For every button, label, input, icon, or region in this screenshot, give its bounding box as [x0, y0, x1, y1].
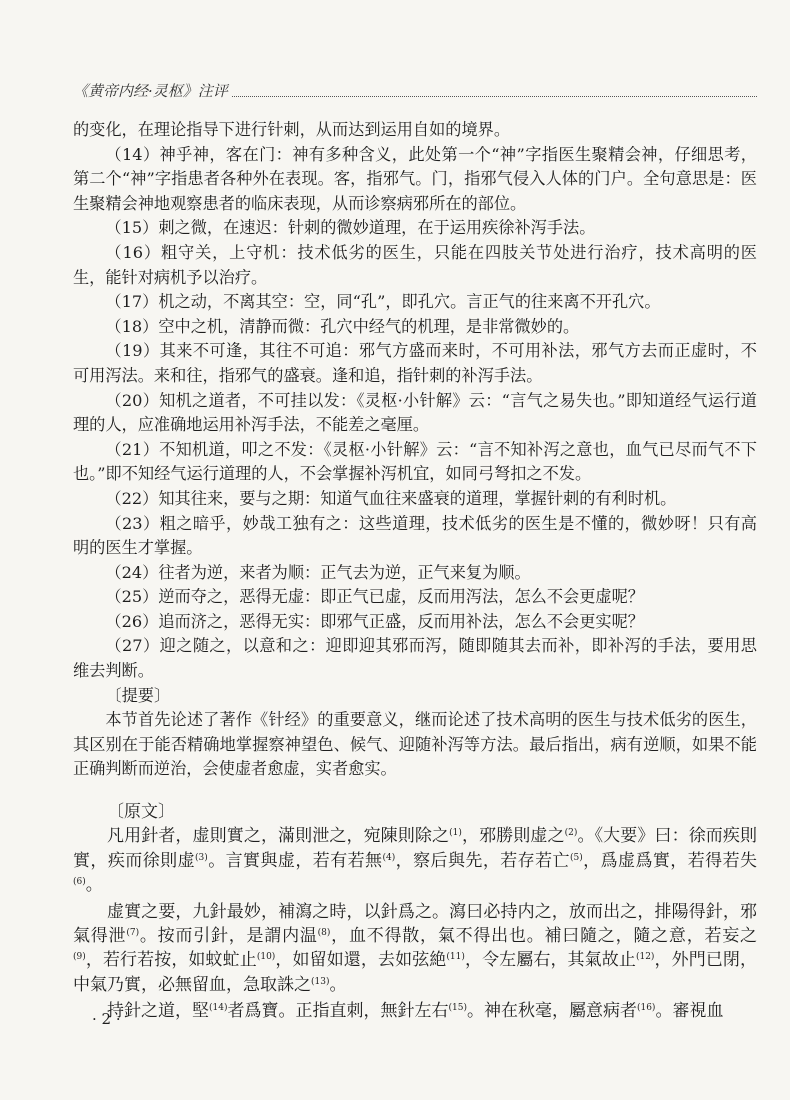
original-text-segment: 。言實與虚，若有若無: [207, 850, 383, 871]
annotation-note: 的变化，在理论指导下进行针刺，从而达到运用自如的境界。: [73, 120, 511, 139]
annotation-notes: [73, 118, 757, 684]
original-text-segment: ，邪勝則虚之: [461, 826, 565, 847]
footnote-marker: (10): [256, 952, 276, 963]
summary-text: 本节首先论述了著作《针经》的重要意义，继而论述了技术高明的医生与技术低劣的医生，其区别在于能否精确地掌握察神望色、候气、迎随补泻等方法。最后指出，病有逆顺，如果不能正确判断而逆治，会使虚者愈虚，实者愈实。: [73, 710, 757, 779]
summary-heading: 〔提要〕: [105, 685, 171, 705]
annotation-note: （21）不知机道，叩之不发：《灵枢·小针解》云：“言不知补泻之意也，血气已尽而气不下也。”即不知经气运行道理的人，不会掌握补泻机宜，如同弓弩扣之不发。: [73, 439, 757, 484]
footnote-marker: (16): [636, 1003, 656, 1014]
footnote-marker: (11): [446, 952, 465, 963]
running-header: [73, 80, 757, 101]
header-dotted-rule: [232, 96, 757, 97]
page-number: · 2 ·: [92, 1010, 121, 1028]
annotation-note: （14）神乎神，客在门：神有多种含义，此处第一个“神”字指医生聚精会神，仔细思考，第二个“神”字指患者各种外在表现。客，指邪气。门，指邪气侵入人体的门户。全句意思是：医生聚精会神地观察患者的临床表现，从而诊察病邪所在的部位。: [73, 144, 757, 213]
footnote-marker: (1): [449, 828, 462, 839]
footnote-marker: (4): [382, 852, 396, 863]
footnote-marker: (12): [635, 952, 655, 963]
annotation-note: （20）知机之道者，不可挂以发：《灵枢·小针解》云：“言气之易失也。”即知道经气运行道理的人，应准确地运用补泻手法，不能差之毫厘。: [73, 390, 757, 435]
running-title: 《黄帝内经·灵枢》注评: [73, 82, 228, 100]
footnote-marker: (3): [195, 852, 208, 863]
footnote-marker: (6): [73, 877, 86, 888]
original-paragraph: [73, 824, 757, 897]
original-text-segment: 。審視血: [655, 1001, 724, 1022]
original-text-segment: 持針之道，堅: [107, 1001, 209, 1022]
original-text-segment: ，血不得散，氣不得出也。補曰隨之，隨之意，若妄之: [330, 926, 758, 947]
original-text-segment: 凡用針者，虚則實之，滿則泄之，宛陳則除之: [107, 826, 450, 847]
original-text-segment: ，若行若按，如蚊虻止: [85, 950, 257, 971]
annotation-note: （22）知其往来，要与之期：知道气血往来盛衰的道理，掌握针刺的有利时机。: [105, 488, 677, 508]
original-text-segment: 。神在秋毫，屬意病者: [466, 1001, 637, 1022]
original-paragraphs: [73, 824, 757, 1023]
original-text-segment: ，令左屬右，其氣故止: [464, 950, 636, 971]
original-text-segment: ，察后與先，若存若亡: [395, 850, 570, 871]
original-text-segment: 。: [85, 875, 103, 896]
footnote-marker: (8): [317, 928, 331, 939]
annotation-note: （16）粗守关，上守机：技术低劣的医生，只能在四肢关节处进行治疗，技术高明的医生，能针对病机予以治疗。: [73, 242, 757, 287]
annotation-note: （24）往者为逆，来者为顺：正气去为逆，正气来复为顺。: [105, 562, 531, 582]
annotation-note: （26）追而济之，恶得无实：即邪气正盛，反而用补法，怎么不会更实呢？: [105, 611, 644, 631]
original-text-segment: ，如留如還，去如弦絶: [275, 950, 447, 971]
original-text-segment: 虚實之要，九針最妙，補瀉之時，以針爲之。瀉曰必持内之，放而出之，排陽得針，邪氣得泄: [73, 901, 757, 947]
original-text-segment: 。: [329, 974, 347, 995]
annotation-note: （23）粗之暗乎，妙哉工独有之：这些道理，技术低劣的医生是不懂的，微妙呀！只有高明的医生才掌握。: [73, 513, 757, 558]
annotation-note: （25）逆而夺之，恶得无虚：即正气已虚，反而用泻法，怎么不会更虚呢？: [105, 587, 644, 607]
original-text-segment: 者爲寶。正指直刺，無針左右: [227, 1001, 449, 1022]
original-text-section: [73, 800, 757, 1024]
original-text-segment: ，外門已閉，中氣乃實，必無留血，急取誅之: [73, 950, 758, 995]
footnote-marker: (15): [448, 1003, 467, 1014]
annotation-note: （27）迎之随之，以意和之：迎即迎其邪而泻，随即随其去而补，即补泻的手法，要用思维去判断。: [73, 636, 757, 681]
annotation-note: （18）空中之机，清静而微：孔穴中经气的机理，是非常微妙的。: [105, 316, 580, 336]
annotation-note: （19）其来不可逢，其往不可追：邪气方盛而来时，不可用补法，邪气方去而正虚时，不可用泻法。来和往，指邪气的盛衰。逢和追，指针刺的补泻手法。: [73, 341, 757, 385]
original-paragraph: [73, 999, 757, 1023]
footnote-marker: (13): [311, 976, 330, 987]
footnote-marker: (7): [126, 928, 140, 939]
original-heading: 〔原文〕: [107, 802, 175, 822]
footnote-marker: (2): [564, 828, 578, 839]
footnote-marker: (5): [569, 852, 583, 863]
annotation-note: （15）刺之微，在速迟：针刺的微妙道理，在于运用疾徐补泻手法。: [105, 218, 596, 238]
footnote-marker: (9): [73, 952, 86, 963]
original-text-segment: ，爲虚爲實，若得若失: [582, 850, 758, 871]
original-paragraph: [73, 900, 757, 998]
original-text-segment: 。《大要》曰：徐而疾則實，疾而徐則虚: [73, 826, 758, 871]
original-text-segment: 。按而引針，是謂内温: [139, 926, 318, 947]
commentary-section: [73, 118, 757, 782]
annotation-note: （17）机之动，不离其空：空，同“孔”，即孔穴。言正气的往来离不开孔穴。: [105, 292, 661, 312]
footnote-marker: (14): [209, 1003, 228, 1014]
